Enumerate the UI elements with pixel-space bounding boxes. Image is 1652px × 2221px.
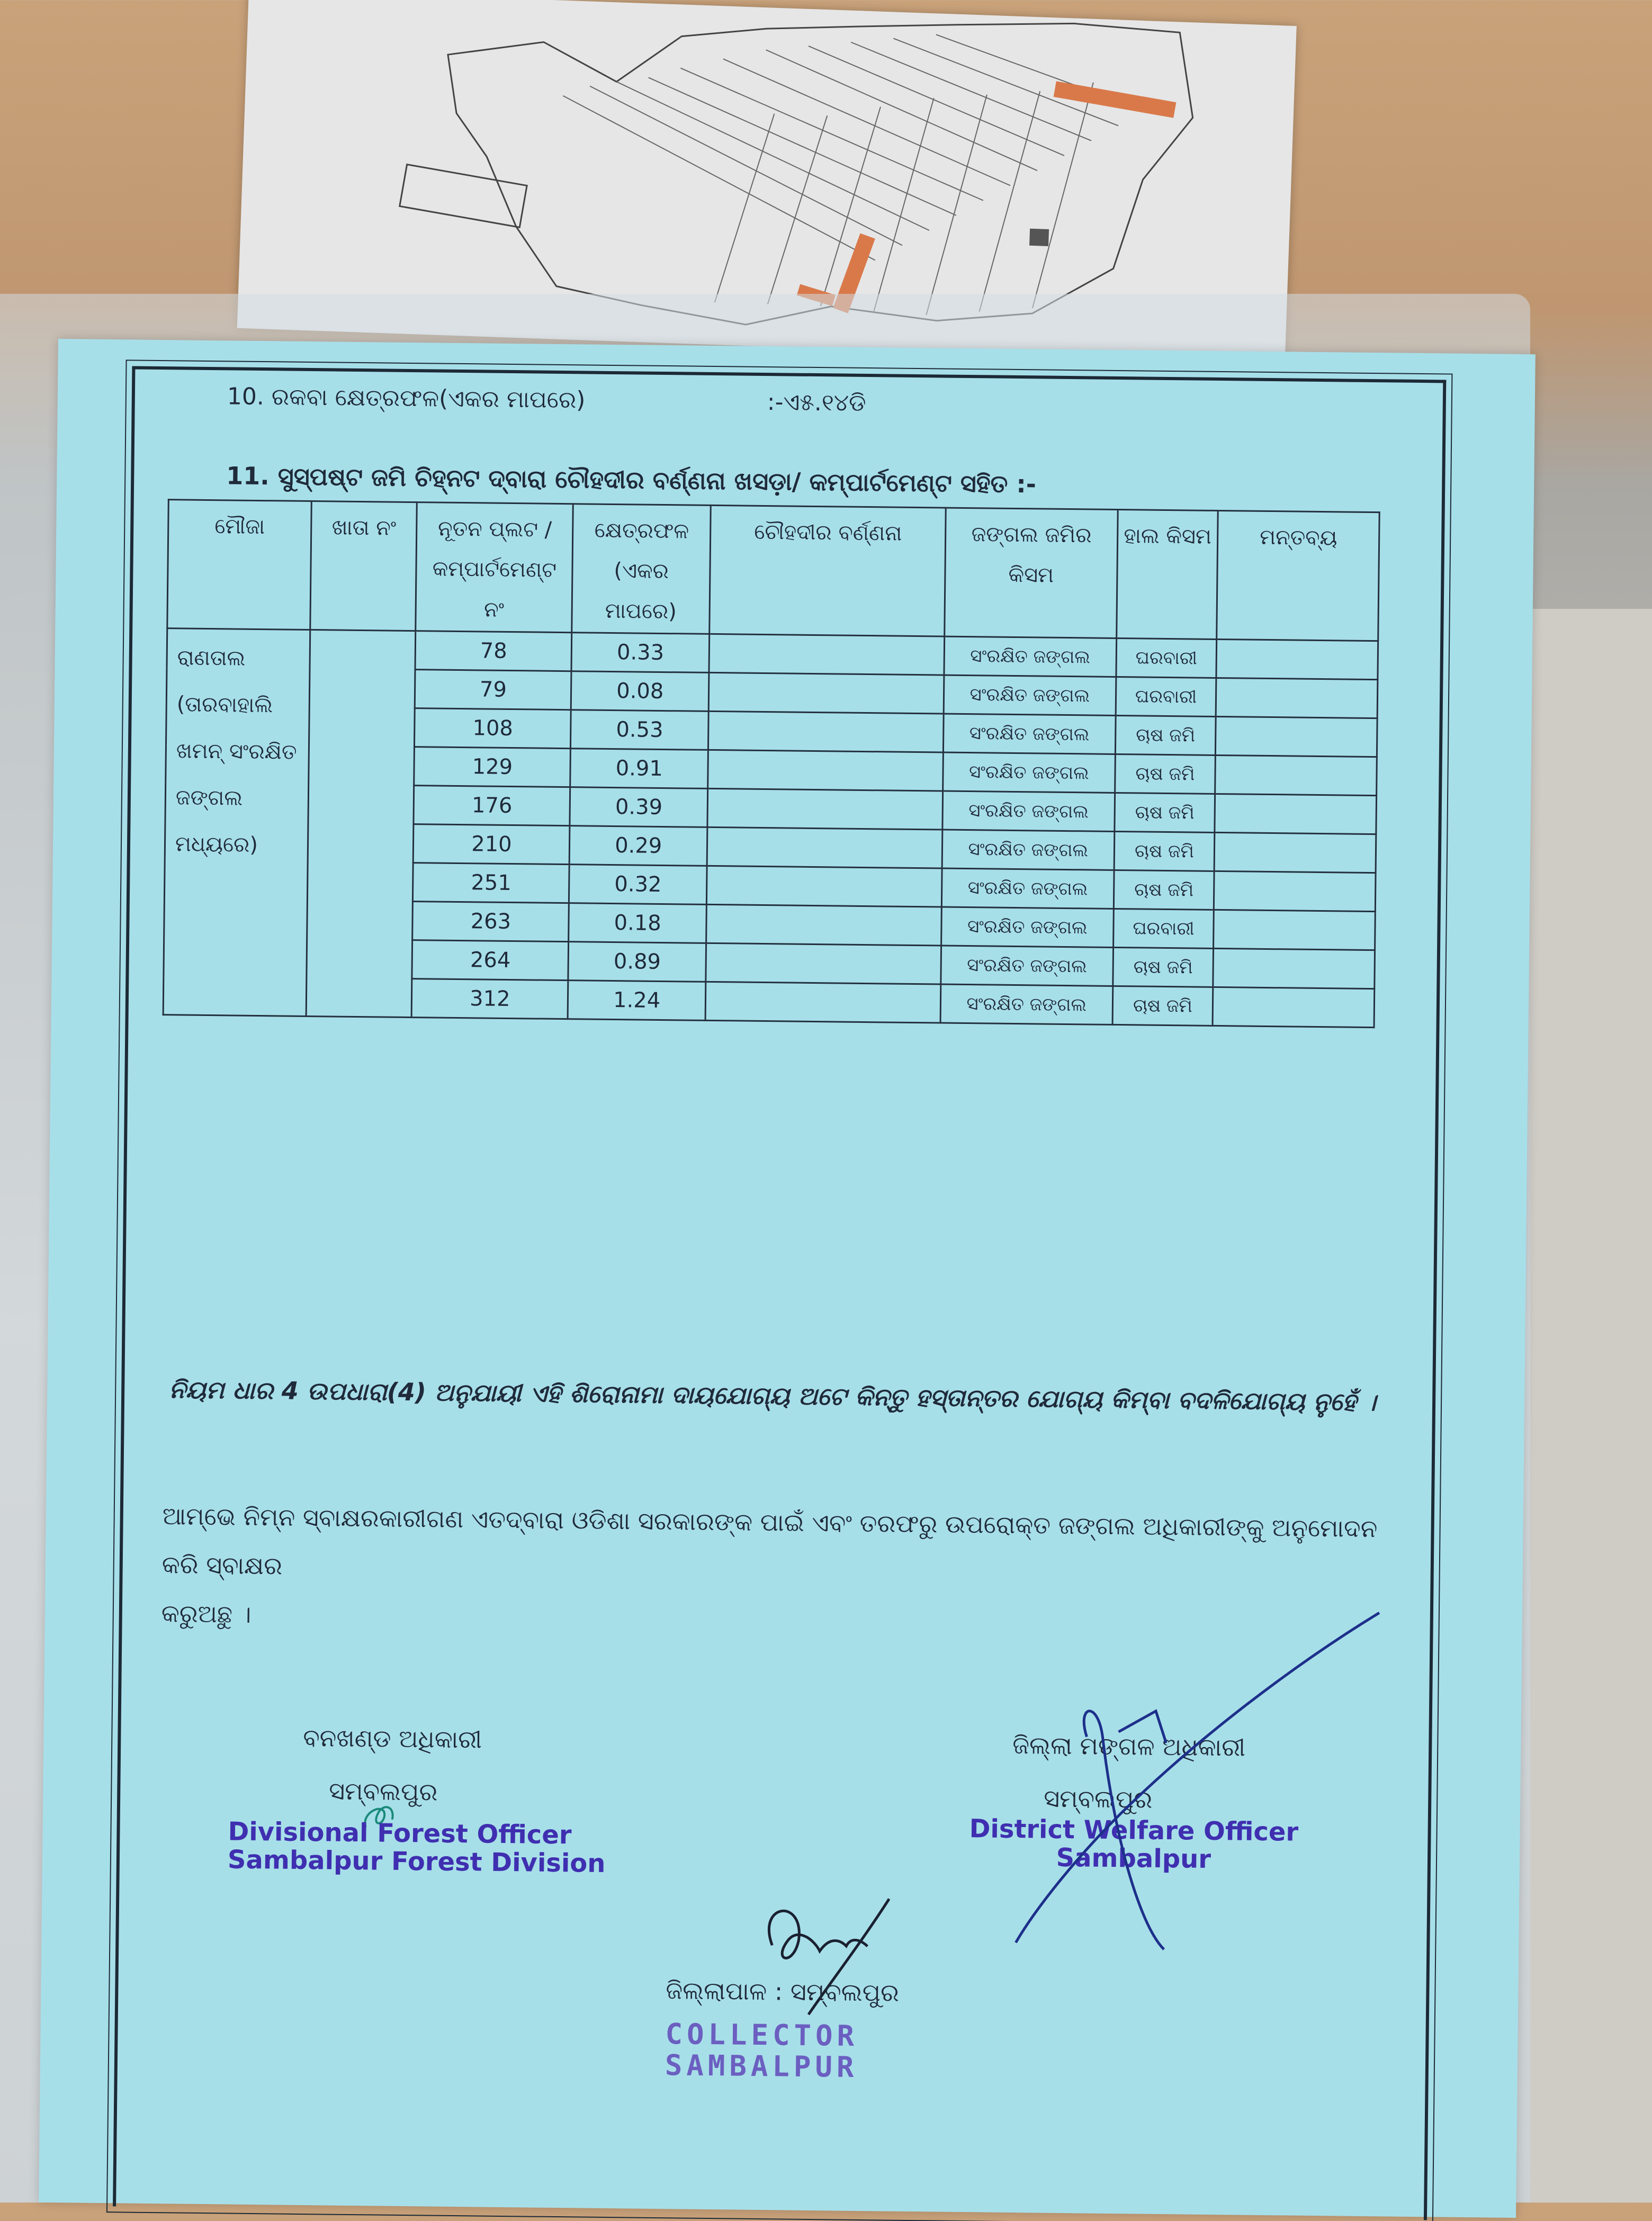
- forest-type-cell: ସଂରକ୍ଷିତ ଜଙ୍ଗଲ: [942, 830, 1114, 870]
- current-type-cell: ଚାଷ ଜମି: [1114, 831, 1215, 871]
- boundary-cell: [709, 634, 945, 675]
- forest-type-cell: ସଂରକ୍ଷିତ ଜଙ୍ଗଲ: [944, 636, 1116, 677]
- forest-type-cell: ସଂରକ୍ଷିତ ଜଙ୍ଗଲ: [942, 868, 1114, 909]
- forest-type-cell: ସଂରକ୍ଷିତ ଜଙ୍ଗଲ: [940, 984, 1112, 1024]
- remarks-cell: [1214, 832, 1376, 873]
- table-header-row: [167, 500, 1379, 641]
- area-cell: 0.18: [569, 903, 707, 943]
- boundary-cell: [707, 827, 942, 868]
- plot-cell: 108: [415, 708, 571, 749]
- declaration-line-2: କରୁଅଛୁ ।: [161, 1599, 252, 1629]
- plot-cell: 129: [414, 747, 571, 787]
- cloth-background: [1530, 609, 1652, 2202]
- current-type-cell: ଚାଷ ଜମି: [1114, 870, 1215, 910]
- boundary-cell: [708, 750, 944, 791]
- header-plot: ନୂତନ ପ୍ଲଟ / କମ୍ପାର୍ଟମେଣ୍ଟ ନଂ: [416, 502, 573, 633]
- plot-cell: 176: [414, 786, 570, 826]
- forest-type-cell: ସଂରକ୍ଷିତ ଜଙ୍ଗଲ: [942, 791, 1115, 831]
- header-forest-type: ଜଙ୍ଗଲ ଜମିର କିସମ: [945, 508, 1118, 638]
- plot-cell: 78: [415, 631, 572, 671]
- khata-cell: [306, 630, 416, 1018]
- item10-label: 10. ରକବା କ୍ଷେତ୍ରଫଳ(ଏକର ମାପରେ): [227, 383, 586, 414]
- plot-cell: 210: [414, 824, 570, 865]
- remarks-cell: [1216, 678, 1378, 718]
- collector-stamp: [665, 2018, 859, 2083]
- area-cell: 0.29: [569, 826, 707, 866]
- area-cell: 0.91: [570, 749, 708, 789]
- plot-cell: 312: [412, 979, 569, 1019]
- mouza-line: ଜଙ୍ଗଲ ମଧ୍ୟରେ): [175, 785, 258, 857]
- area-cell: 0.08: [571, 671, 710, 712]
- plot-cell: 263: [412, 902, 569, 942]
- current-type-cell: ଚାଷ ଜମି: [1114, 793, 1215, 832]
- forest-officer-stamp: [228, 1818, 606, 1878]
- forest-type-cell: ସଂରକ୍ଷିତ ଜଙ୍ଗଲ: [944, 714, 1116, 754]
- forest-officer-place: ସମ୍ବଲପୁର: [329, 1776, 438, 1806]
- header-khata: ଖାତା ନଂ: [310, 501, 417, 631]
- remarks-cell: [1213, 948, 1375, 988]
- current-type-cell: ଚାଷ ଜମି: [1115, 715, 1216, 755]
- mouza-cell: [163, 628, 310, 1017]
- collector-title: ଜିଲ୍ଲାପାଳ : ସମ୍ବଲପୁର: [666, 1976, 900, 2007]
- forest-type-cell: ସଂରକ୍ଷିତ ଜଙ୍ଗଲ: [943, 752, 1115, 793]
- header-mouza: ମୌଜା: [167, 500, 311, 630]
- header-remarks: ମନ୍ତବ୍ୟ: [1217, 510, 1379, 641]
- table-body: [163, 628, 1378, 1028]
- collector-stamp-line-2: SAMBALPUR: [665, 2048, 858, 2084]
- mouza-line: ରାଣତାଲ: [177, 645, 246, 671]
- item11-heading: 11. ସୁସ୍ପଷ୍ଟ ଜମି ଚିହ୍ନଟ ଦ୍ବାରା ଚୌହଦୀର ବର୍ଣ୍ଣନା ଖସଡ଼ା/ କମ୍ପାର୍ଟମେଣ୍ଟ ସହିତ :-: [226, 461, 1037, 499]
- mouza-line: (ତାରବାହାଲି: [176, 692, 273, 718]
- area-cell: 0.33: [571, 633, 710, 673]
- welfare-officer-place: ସମ୍ବଲପୁର: [1043, 1784, 1153, 1814]
- welfare-stamp-line-2: Sambalpur: [1056, 1842, 1211, 1874]
- forest-officer-title: ବନଖଣ୍ଡ ଅଧିକାରୀ: [303, 1723, 482, 1754]
- welfare-officer-signature: [994, 1598, 1400, 1984]
- header-boundary: ଚୌହଦୀର ବର୍ଣ୍ଣନା: [710, 505, 946, 636]
- welfare-stamp-line-1: District Welfare Officer: [969, 1814, 1299, 1847]
- declaration-line-1: ଆମ୍ଭେ ନିମ୍ନ ସ୍ବାକ୍ଷରକାରୀଗଣ ଏତଦ୍ବାରା ଓଡିଶା ସରକାରଙ୍କ ପାଇଁ ଏବଂ ତରଫରୁ ଉପରୋକ୍ତ ଜଙ୍ଗଲ ଅଧିକାରୀଙ୍କୁ ଅନୁମୋଦନ କରି ସ୍ବାକ୍ଷର: [161, 1501, 1378, 1580]
- area-cell: 0.32: [569, 865, 707, 905]
- remarks-cell: [1215, 794, 1376, 834]
- area-cell: 0.89: [568, 942, 706, 982]
- forest-type-cell: ସଂରକ୍ଷିତ ଜଙ୍ଗଲ: [941, 946, 1113, 986]
- boundary-cell: [708, 711, 944, 752]
- current-type-cell: ଘରବାରୀ: [1116, 638, 1217, 678]
- item10-value: :-ଏ୫.୧୪ଡି: [767, 389, 866, 417]
- remarks-cell: [1216, 639, 1378, 679]
- plot-cell: 264: [412, 940, 569, 981]
- forest-type-cell: ସଂରକ୍ଷିତ ଜଙ୍ଗଲ: [941, 907, 1114, 947]
- current-type-cell: ଚାଷ ଜମି: [1115, 754, 1216, 794]
- boundary-cell: [706, 866, 942, 907]
- forest-type-cell: ସଂରକ୍ଷିତ ଜଙ୍ଗଲ: [944, 675, 1116, 715]
- boundary-cell: [705, 982, 941, 1023]
- document-page: [39, 339, 1536, 2218]
- area-cell: 0.53: [571, 710, 709, 750]
- rule-note: ନିୟମ ଧାର 4 ଉପଧାରା(4) ଅନୁଯାୟୀ ଏହି ଶିରୋନାମା ଦାୟଯୋଗ୍ୟ ଅଟେ କିନ୍ତୁ ହସ୍ତାନ୍ତର ଯୋଗ୍ୟ କିମ୍ବା ବଦଳିଯୋଗ୍ୟ ନୁହେଁ ।: [168, 1375, 1376, 1417]
- current-type-cell: ଚାଷ ଜମି: [1112, 947, 1214, 987]
- boundary-cell: [708, 672, 944, 714]
- current-type-cell: ଚାଷ ଜମି: [1112, 986, 1214, 1026]
- welfare-officer-title: ଜିଲ୍ଲା ମଙ୍ଗଳ ଅଧିକାରୀ: [1012, 1731, 1246, 1762]
- plot-cell: 251: [413, 863, 570, 903]
- forest-stamp-line-1: Divisional Forest Officer: [228, 1817, 572, 1850]
- current-type-cell: ଘରବାରୀ: [1116, 677, 1217, 716]
- boundary-cell: [706, 904, 942, 946]
- remarks-cell: [1214, 871, 1376, 911]
- remarks-cell: [1214, 910, 1375, 950]
- remarks-cell: [1213, 987, 1374, 1027]
- current-type-cell: ଘରବାରୀ: [1113, 909, 1214, 948]
- area-cell: 0.39: [570, 787, 708, 828]
- header-current-type: ହାଲ କିସମ: [1116, 509, 1218, 639]
- land-details-table: [163, 499, 1380, 1028]
- area-cell: 1.24: [568, 981, 706, 1021]
- plot-cell: 79: [415, 670, 572, 710]
- remarks-cell: [1215, 755, 1377, 795]
- mouza-line: ଖମନ୍ ସଂରକ୍ଷିତ: [176, 739, 297, 765]
- collector-stamp-line-1: COLLECTOR: [665, 2017, 859, 2053]
- boundary-cell: [707, 788, 943, 830]
- remarks-cell: [1216, 716, 1377, 757]
- header-area: କ୍ଷେତ୍ରଫଳ (ଏକର ମାପରେ): [572, 504, 711, 634]
- boundary-cell: [706, 943, 941, 984]
- forest-stamp-line-2: Sambalpur Forest Division: [227, 1845, 606, 1878]
